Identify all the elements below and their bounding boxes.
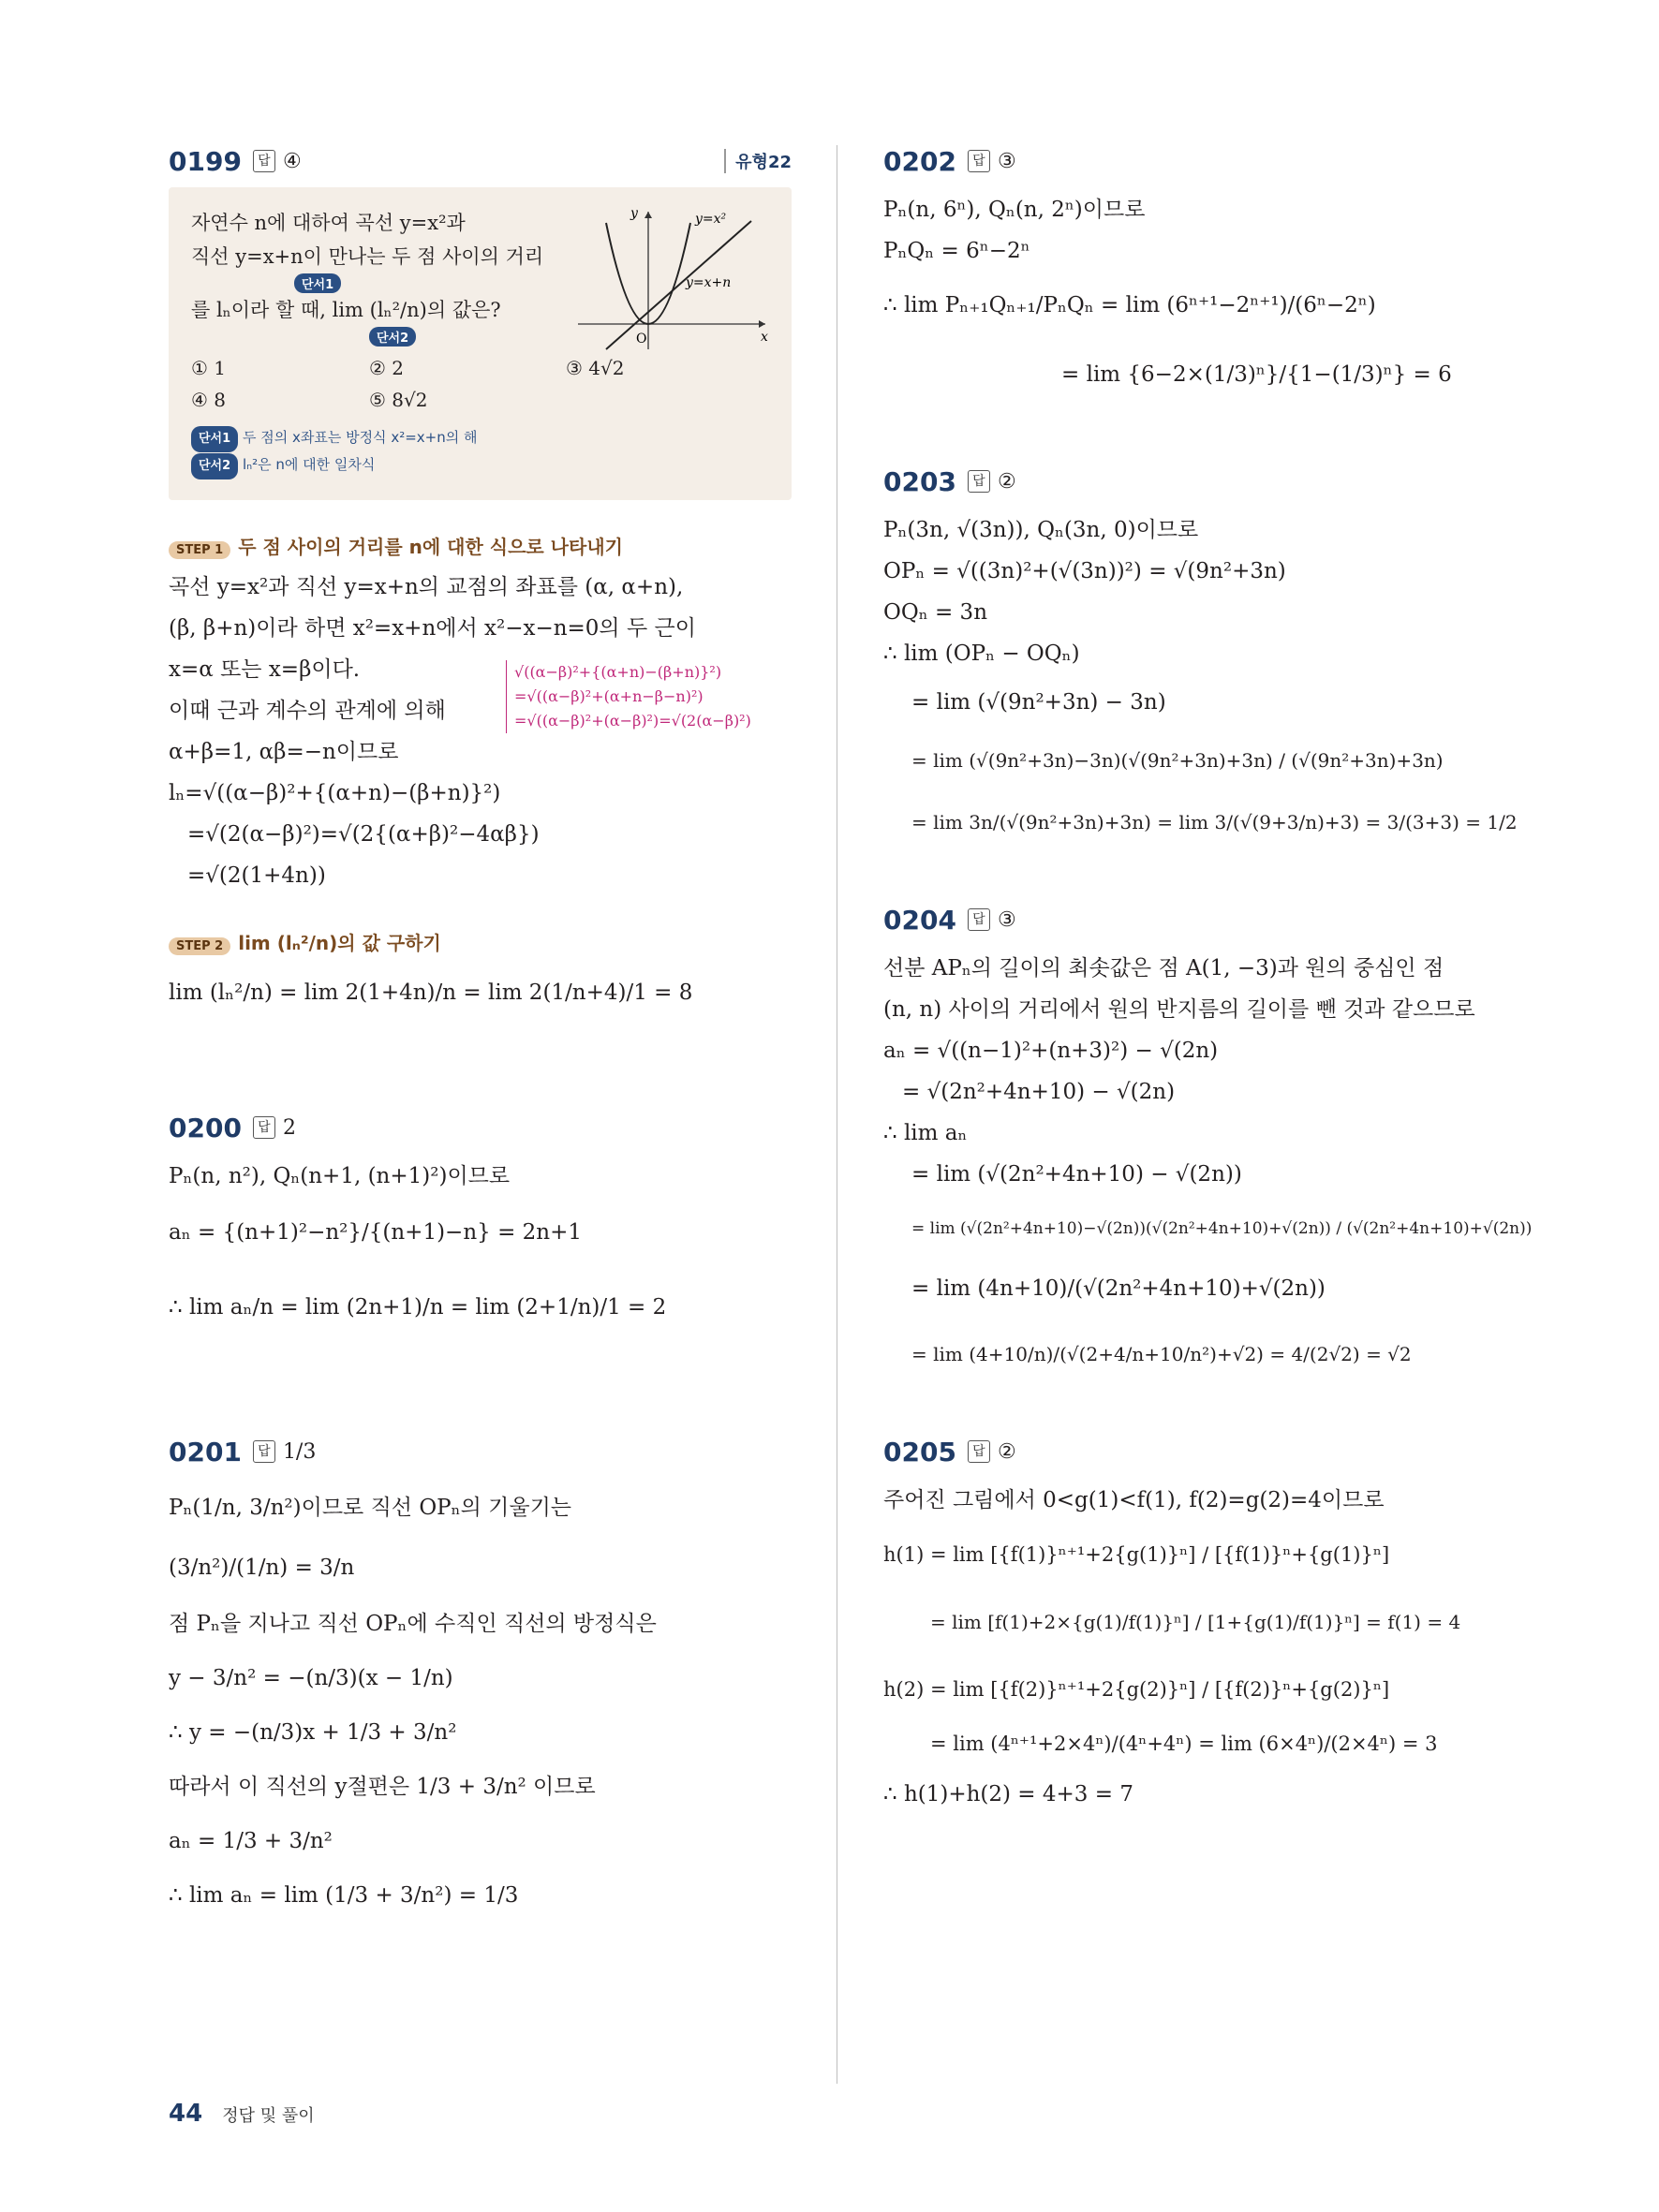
answer-label: 답: [253, 1440, 275, 1463]
solution-line: = lim (√(2n²+4n+10)−√(2n))(√(2n²+4n+10)+√(2n)) / (√(2n²+4n+10)+√(2n)): [911, 1219, 1533, 1238]
problem-number: 0202: [883, 145, 956, 177]
answer-value: ②: [997, 1439, 1016, 1464]
solution-line: aₙ = √((n−1)²+(n+3)²) − √(2n): [883, 1039, 1219, 1063]
solution-line: x=α 또는 x=β이다.: [169, 657, 361, 682]
question-line: 를 lₙ이라 할 때, lim (lₙ²/n)의 값은?: [191, 299, 501, 321]
problem-0200-body: [169, 1156, 792, 1328]
question-line: 직선 y=x+n이 만나는 두 점 사이의 거리: [191, 245, 544, 268]
type-tag: 유형22: [724, 149, 792, 173]
solution-line: (n, n) 사이의 거리에서 원의 반지름의 길이를 뺀 것과 같으므로: [883, 997, 1475, 1022]
solution-line: ∴ y = −(n/3)x + 1/3 + 3/n²: [169, 1720, 457, 1745]
solution-line: y − 3/n² = −(n/3)(x − 1/n): [169, 1666, 453, 1690]
problem-0201-body: [169, 1487, 792, 1916]
question-line: 자연수 n에 대하여 곡선 y=x²과: [191, 212, 466, 234]
side-note: √((α−β)²+{(α+n)−(β+n)}²) =√((α−β)²+(α+n−β−n)²) =√((α−β)²+(α−β)²)=√(2(α−β)²): [506, 660, 751, 733]
solution-line: OQₙ = 3n: [883, 600, 988, 625]
answer-label: 답: [968, 1440, 990, 1463]
solution-line: = lim (4+10/n)/(√(2+4/n+10/n²)+√2) = 4/(2√2) = √2: [911, 1343, 1412, 1365]
solution-line: =√(2(α−β)²)=√(2{(α+β)²−4αβ}): [187, 822, 540, 847]
graph-curve-label: y=x²: [695, 212, 727, 227]
choices-row-1: [191, 352, 769, 384]
graph-x-label: x: [761, 330, 768, 345]
graph-line-label: y=x+n: [686, 275, 732, 290]
solution-line: Pₙ(3n, √(3n)), Qₙ(3n, 0)이므로: [883, 518, 1199, 542]
solution-line: = lim (√(9n²+3n) − 3n): [911, 690, 1166, 715]
problem-number: 0201: [169, 1436, 242, 1467]
answer-label: 답: [253, 150, 275, 172]
problem-0200-header: [169, 1107, 792, 1148]
answer-label: 답: [253, 1116, 275, 1139]
answer-value: ②: [997, 469, 1016, 494]
answer-label: 답: [968, 908, 990, 931]
choice-1: ① 1: [191, 357, 227, 379]
graph-y-label: y: [630, 206, 638, 221]
solution-line: 주어진 그림에서 0<g(1)<f(1), f(2)=g(2)=4이므로: [883, 1488, 1385, 1512]
problem-0203-body: [883, 509, 1520, 843]
step-1-chip: STEP 1: [169, 541, 230, 559]
solution-line: = lim (√(2n²+4n+10) − √(2n)): [911, 1162, 1242, 1187]
solution-line: = lim (4n+10)/(√(2n²+4n+10)+√(2n)): [911, 1276, 1326, 1301]
solution-line: 선분 APₙ의 길이의 최솟값은 점 A(1, −3)과 원의 중심인 점: [883, 956, 1444, 981]
solution-line: (3/n²)/(1/n) = 3/n: [169, 1556, 355, 1580]
choice-2: ② 2: [369, 357, 405, 379]
problem-0204-body: [883, 948, 1533, 1375]
right-column: [883, 140, 1533, 1815]
solution-line: lₙ=√((α−β)²+{(α+n)−(β+n)}²): [169, 781, 501, 805]
problem-number: 0205: [883, 1436, 956, 1467]
solution-line: h(2) = lim [{f(2)}ⁿ⁺¹+2{g(2)}ⁿ] / [{f(2)}ⁿ+{g(2)}ⁿ]: [883, 1678, 1390, 1701]
step-2-chip: STEP 2: [169, 937, 230, 955]
problem-number: 0204: [883, 904, 956, 936]
problem-0205-header: [883, 1431, 1520, 1472]
solution-line: ∴ lim aₙ/n = lim (2n+1)/n = lim (2+1/n)/1 = 2: [169, 1295, 667, 1320]
parabola-line-graph: [569, 204, 775, 354]
hints: 단서1 두 점의 x좌표는 방정식 x²=x+n의 해 단서2 lₙ²은 n에 대한 일차식: [191, 425, 769, 479]
graph-origin: O: [636, 332, 647, 347]
left-column: [169, 140, 792, 1916]
solution-line: Pₙ(1/n, 3/n²)이므로 직선 OPₙ의 기울기는: [169, 1496, 571, 1520]
answer-value: 2: [282, 1115, 296, 1140]
solution-line: = √(2n²+4n+10) − √(2n): [902, 1080, 1176, 1104]
answer-value: ③: [997, 149, 1016, 173]
solution-line: 따라서 이 직선의 y절편은 1/3 + 3/n² 이므로: [169, 1775, 596, 1799]
solution-line: lim (lₙ²/n) = lim 2(1+4n)/n = lim 2(1/n+4)/1 = 8: [169, 981, 693, 1005]
step-1-body: [169, 567, 792, 896]
solution-line: α+β=1, αβ=−n이므로: [169, 740, 399, 764]
solution-line: 곡선 y=x²과 직선 y=x+n의 교점의 좌표를 (α, α+n),: [169, 575, 684, 599]
solution-line: aₙ = {(n+1)²−n²}/{(n+1)−n} = 2n+1: [169, 1220, 583, 1245]
solution-line: OPₙ = √((3n)²+(√(3n))²) = √(9n²+3n): [883, 559, 1286, 583]
solution-line: ∴ lim aₙ: [883, 1121, 968, 1145]
answer-value: ③: [997, 907, 1016, 932]
problem-0205-body: [883, 1480, 1520, 1815]
solution-line: = lim [f(1)+2×{g(1)/f(1)}ⁿ] / [1+{g(1)/f(1)}ⁿ] = f(1) = 4: [930, 1611, 1461, 1633]
choice-3: ③ 4√2: [566, 357, 625, 379]
page-footer: [169, 2100, 315, 2128]
solution-line: 이때 근과 계수의 관계에 의해: [169, 699, 446, 723]
hint-1: 두 점의 x좌표는 방정식 x²=x+n의 해: [242, 429, 478, 446]
choice-5: ⑤ 8√2: [369, 389, 428, 411]
solution-line: aₙ = 1/3 + 3/n²: [169, 1829, 333, 1853]
solution-line: = lim (4ⁿ⁺¹+2×4ⁿ)/(4ⁿ+4ⁿ) = lim (6×4ⁿ)/(2×4ⁿ) = 3: [930, 1733, 1438, 1755]
hint-2: lₙ²은 n에 대한 일차식: [242, 456, 376, 473]
problem-0204-header: [883, 899, 1520, 940]
solution-line: = lim (√(9n²+3n)−3n)(√(9n²+3n)+3n) / (√(9n²+3n)+3n): [911, 749, 1444, 772]
answer-label: 답: [968, 470, 990, 493]
solution-line: (β, β+n)이라 하면 x²=x+n에서 x²−x−n=0의 두 근이: [169, 616, 696, 641]
solution-line: h(1) = lim [{f(1)}ⁿ⁺¹+2{g(1)}ⁿ] / [{f(1)}ⁿ+{g(1)}ⁿ]: [883, 1543, 1390, 1566]
answer-value: ④: [282, 149, 302, 173]
answer-label: 답: [968, 150, 990, 172]
clue-chip-1: 단서1: [294, 273, 341, 293]
solution-line: Pₙ(n, 6ⁿ), Qₙ(n, 2ⁿ)이므로: [883, 198, 1146, 222]
question-box: [169, 187, 792, 500]
solution-line: =√(2(1+4n)): [187, 863, 326, 888]
solution-line: 점 Pₙ을 지나고 직선 OPₙ에 수직인 직선의 방정식은: [169, 1612, 657, 1636]
step-1-heading: STEP 1 두 점 사이의 거리를 n에 대한 식으로 나타내기: [169, 532, 792, 559]
solution-line: ∴ lim (OPₙ − OQₙ): [883, 641, 1080, 666]
footer-title: 정답 및 풀이: [222, 2106, 315, 2126]
answer-value: 1/3: [282, 1439, 317, 1464]
step-2-heading: STEP 2 lim (lₙ²/n)의 값 구하기: [169, 928, 792, 955]
solution-line: = lim {6−2×(1/3)ⁿ}/{1−(1/3)ⁿ} = 6: [1061, 362, 1452, 387]
solution-line: PₙQₙ = 6ⁿ−2ⁿ: [883, 239, 1030, 263]
problem-0201-header: [169, 1431, 792, 1472]
problem-number: 0199: [169, 145, 242, 177]
solution-line: ∴ lim Pₙ₊₁Qₙ₊₁/PₙQₙ = lim (6ⁿ⁺¹−2ⁿ⁺¹)/(6ⁿ−2ⁿ): [883, 293, 1376, 317]
problem-number: 0203: [883, 465, 956, 497]
solution-line: = lim 3n/(√(9n²+3n)+3n) = lim 3/(√(9+3/n)+3) = 3/(3+3) = 1/2: [911, 811, 1518, 833]
solution-line: ∴ h(1)+h(2) = 4+3 = 7: [883, 1782, 1133, 1806]
solution-line: ∴ lim aₙ = lim (1/3 + 3/n²) = 1/3: [169, 1883, 519, 1908]
choice-4: ④ 8: [191, 389, 227, 411]
problem-0202-body: [883, 189, 1520, 395]
page-number: 44: [169, 2100, 203, 2128]
choices-row-2: [191, 384, 769, 416]
problem-0203-header: [883, 461, 1520, 502]
solution-line: Pₙ(n, n²), Qₙ(n+1, (n+1)²)이므로: [169, 1164, 511, 1188]
clue-chip-2: 단서2: [369, 327, 416, 347]
problem-0202-header: [883, 140, 1520, 182]
problem-0199-header: [169, 140, 792, 182]
problem-number: 0200: [169, 1112, 242, 1143]
